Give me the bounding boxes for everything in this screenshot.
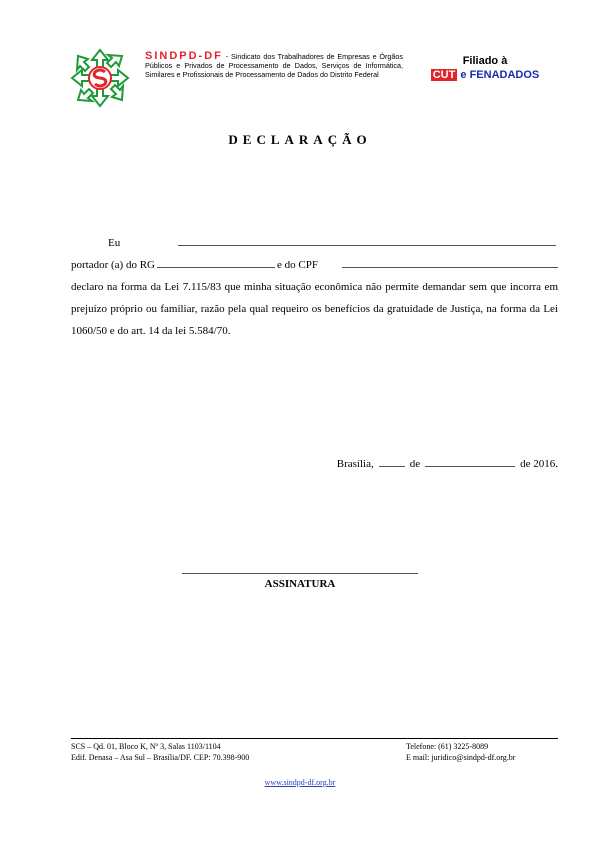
fenadados-label: FENADADOS [469,69,540,81]
year-label: de 2016. [520,458,558,470]
date-line [337,456,558,470]
day-blank[interactable] [379,456,405,467]
affiliation-label: Filiado à [462,55,508,67]
cpf-blank[interactable] [342,255,558,268]
signature-line[interactable] [182,573,418,574]
website-link[interactable]: www.sindpd-df.org.br [264,778,336,787]
footer-divider [71,738,558,739]
sindpd-logo-icon [70,48,130,108]
documents-line [71,254,558,276]
footer-email: E mail: juridico@sindpd-df.org.br [406,753,516,762]
declaration-paragraph: declaro na forma da Lei 7.115/83 que minha situação econômica não permite demandar sem que incorra em prejuízo próprio ou familiar, razão pela qual requeiro os benefícios da gratuidade de Justiça, na forma da Lei 1060/50 e do art. 14 da lei 5.584/70. [71,281,558,337]
eu-label: Eu [108,237,121,249]
affiliation-block [420,55,550,81]
name-blank[interactable] [178,233,556,246]
month-blank[interactable] [425,456,515,467]
name-line [71,232,558,254]
declaration-body [71,232,558,342]
footer-phone: Telefone: (61) 3225-8089 [406,742,489,751]
organization-name: SINDPD-DF [145,50,223,62]
footer-address-2: Edif. Denasa – Asa Sul – Brasília/DF. CEP: 70.398-900 [71,753,250,762]
affiliation-conjunction: e [457,69,470,81]
footer-address-1: SCS – Qd. 01, Bloco K, Nº 3, Salas 1103/1104 [71,742,221,751]
rg-label: portador (a) do RG [71,259,156,271]
signature-label: ASSINATURA [264,578,336,590]
cpf-label: e do CPF [277,259,318,271]
rg-blank[interactable] [157,255,275,268]
date-de-label: de [409,458,421,470]
city-label: Brasília, [336,458,374,470]
cut-badge: CUT [432,69,456,81]
document-title: DECLARAÇÃO [228,132,372,147]
header-organization-text [145,52,403,79]
organization-description: - Sindicato dos Trabalhadores de Empresas e Órgãos Públicos e Privados de Processamento de Dados, Serviços de Informática, Similares e Profissionais de Processamento de Dados do Distrito Federal [145,52,403,79]
footer [71,741,558,763]
